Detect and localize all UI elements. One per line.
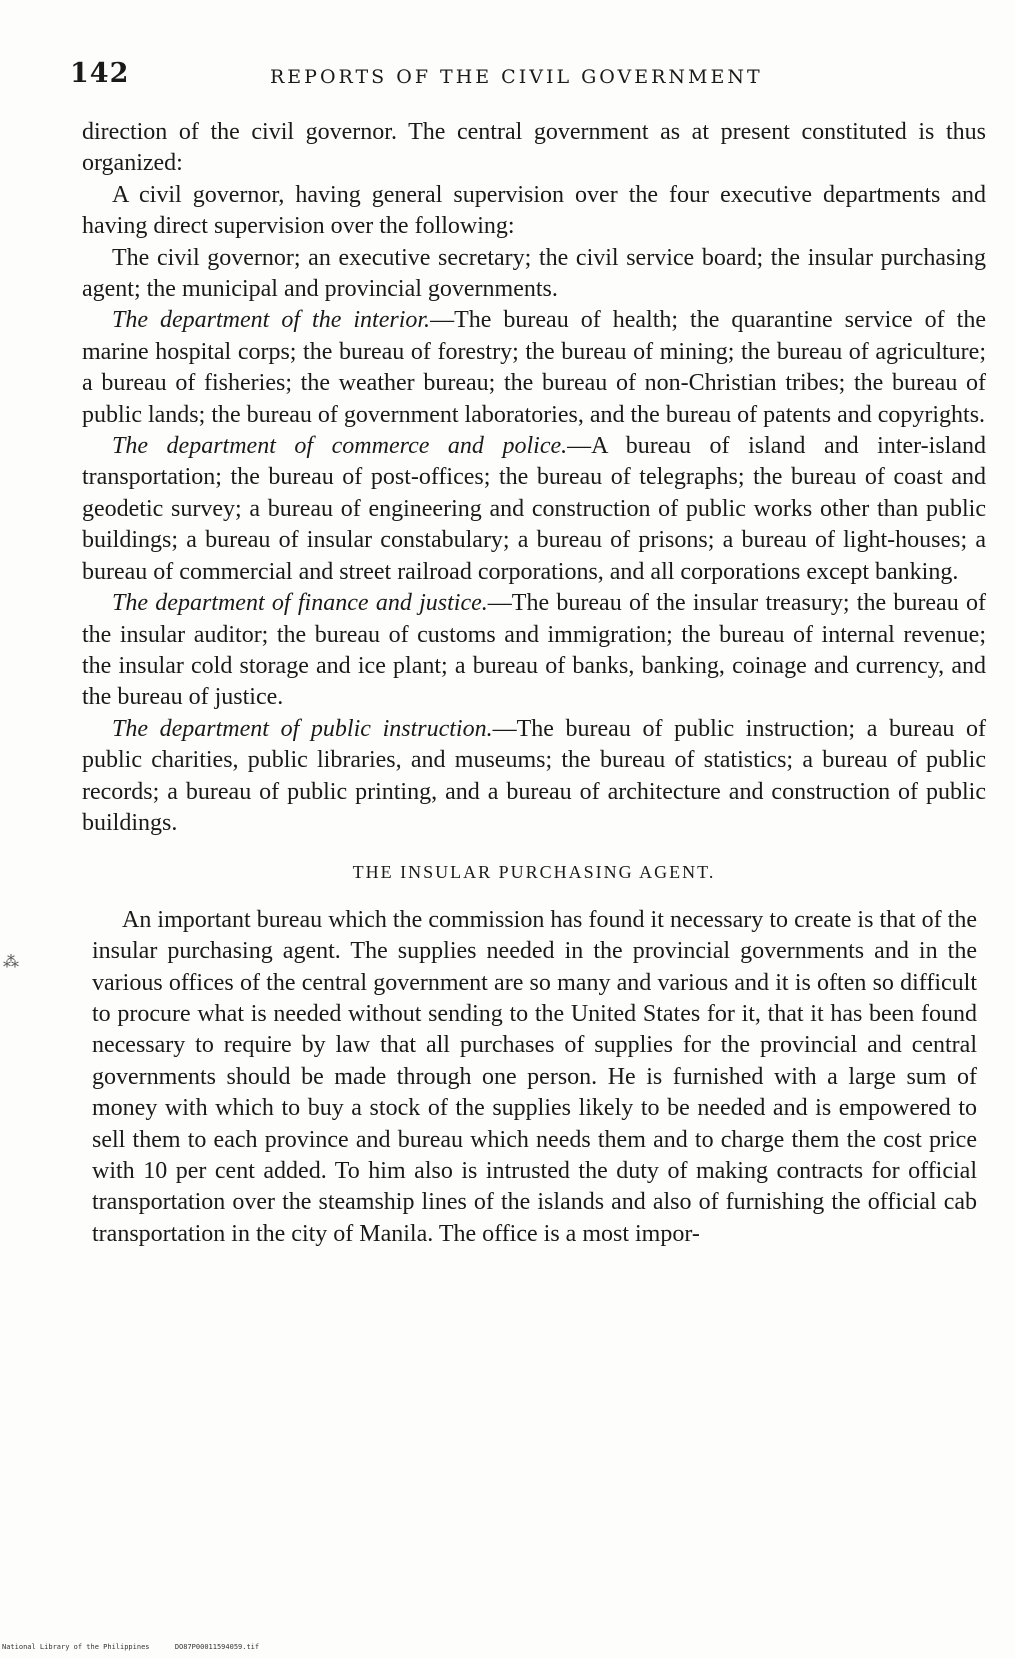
department-title-interior: The department of the interior. — [112, 307, 431, 334]
department-body-interior: —The bureau of health; the quarantine service of the marine hospital corps; the bureau of forestry; the bureau of mining; the bureau of agriculture; a bureau of fisheries; the weather bureau; the bureau of non-Christian tribes; the bureau of public lands; the bureau of government laboratories, and the bureau of patents and copyrights. — [82, 307, 986, 428]
paragraph-department-finance — [82, 588, 986, 714]
paragraph-governor-offices: The civil governor; an executive secretary; the civil service board; the insular purchasing agent; the municipal and provincial governments. — [82, 244, 986, 303]
section-heading: THE INSULAR PURCHASING AGENT. — [352, 862, 716, 883]
body-text — [82, 117, 986, 1250]
running-head: REPORTS OF THE CIVIL GOVERNMENT — [270, 66, 763, 88]
paragraph-department-commerce — [82, 431, 986, 588]
margin-speck-icon: ⁂ — [3, 952, 19, 971]
paragraph-civil-governor: A civil governor, having general supervision over the four executive departments and having direct supervision over the following: — [82, 181, 986, 240]
page-header — [70, 58, 990, 98]
paragraph-department-instruction — [82, 714, 986, 840]
page-number: 142 — [70, 58, 130, 89]
paragraph-purchasing-agent: An important bureau which the commission has found it necessary to create is that of the insular purchasing agent. The supplies needed in the provincial governments and in the various offices of the central government are so many and various and it is often so difficult to procure what is needed without sending to the United States for it, that it has been found necessary to require by law that all purchases of supplies for the provincial and central governments should be made through one person. He is furnished with a large sum of money with which to buy a stock of the supplies likely to be needed and is empowered to sell them to each province and bureau which needs them and to charge them the cost price with 10 per cent added. To him also is intrusted the duty of making contracts for official transportation over the steamship lines of the islands and also of furnishing the official cab transportation in the city of Manila. The office is a most impor- — [92, 906, 977, 1247]
department-body-finance: —The bureau of the insular treasury; the bureau of the insular auditor; the bureau of customs and immigration; the bureau of internal revenue; the insular cold storage and ice plant; a bureau of banks, banking, coinage and currency, and the bureau of justice. — [82, 590, 986, 711]
department-title-instruction: The department of public instruction. — [112, 715, 493, 742]
department-body-instruction: —The bureau of public instruction; a bureau of public charities, public libraries, and museums; the bureau of statistics; a bureau of public records; a bureau of public printing, and a bureau of architecture and construction of public buildings. — [82, 715, 986, 836]
department-title-commerce: The department of commerce and police. — [112, 433, 568, 460]
department-body-commerce: —A bureau of island and inter-island transportation; the bureau of post-offices; the bureau of telegraphs; the bureau of coast and geodetic survey; a bureau of engineering and construction of public works other than public buildings; a bureau of insular constabulary; a bureau of prisons; a bureau of light-houses; a bureau of commercial and street railroad corporations, and all corporations except banking. — [82, 433, 986, 585]
footer-library: National Library of the Philippines — [2, 1643, 150, 1651]
scan-footer — [2, 1643, 259, 1651]
footer-file: DO87P00011594059.tif — [174, 1643, 260, 1651]
paragraph-organization-intro: direction of the civil governor. The central government as at present constituted is thus organized: — [82, 119, 986, 177]
department-title-finance: The department of finance and justice. — [112, 590, 488, 617]
paragraph-department-interior — [82, 305, 986, 431]
